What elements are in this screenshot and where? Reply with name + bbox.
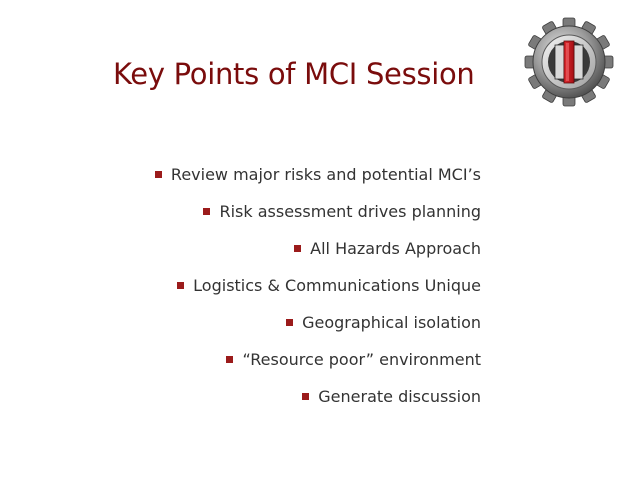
bullet-square-icon [226, 356, 233, 363]
bullet-square-icon [155, 171, 162, 178]
bullet-text: Generate discussion [318, 387, 481, 406]
bullet-item [155, 156, 481, 193]
gear-logo-icon [522, 15, 616, 109]
bullet-square-icon [294, 245, 301, 252]
bullet-item [155, 378, 481, 415]
bullet-text: Review major risks and potential MCI’s [170, 165, 481, 184]
bullet-square-icon [286, 319, 293, 326]
bullet-text: Risk assessment drives planning [219, 202, 481, 221]
bullet-text: “Resource poor” environment [242, 350, 481, 369]
bullet-item [155, 304, 481, 341]
bullet-item [155, 341, 481, 378]
bullet-text: All Hazards Approach [310, 239, 481, 258]
slide-title: Key Points of MCI Session [113, 57, 475, 91]
bullet-item [155, 230, 481, 267]
bullet-text: Logistics & Communications Unique [193, 276, 481, 295]
bullet-item [155, 193, 481, 230]
bullet-item [155, 267, 481, 304]
bullet-list [155, 156, 481, 415]
bullet-square-icon [177, 282, 184, 289]
gear-logo-svg [522, 15, 616, 109]
bullet-square-icon [203, 208, 210, 215]
bullet-text: Geographical isolation [302, 313, 481, 332]
bullet-square-icon [302, 393, 309, 400]
